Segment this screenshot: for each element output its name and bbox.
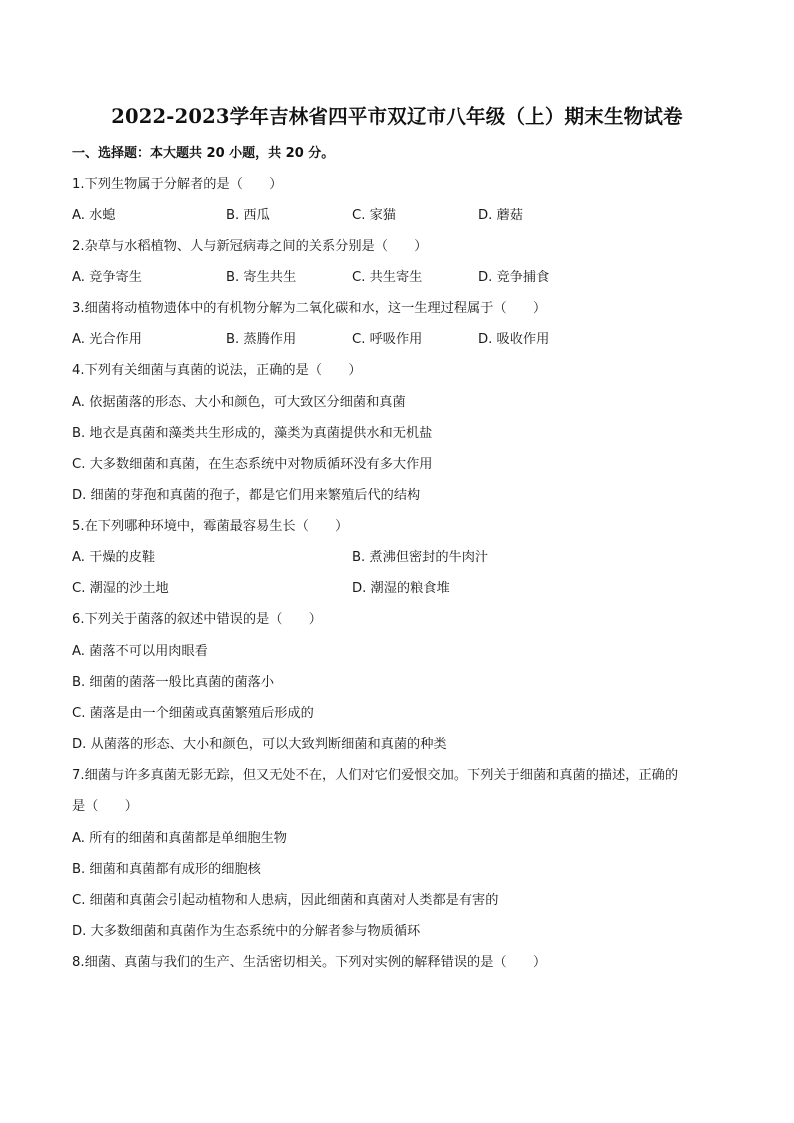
option-a: A. 干燥的皮鞋 <box>72 550 156 565</box>
question-6-option-c: C. 菌落是由一个细菌或真菌繁殖后形成的 <box>72 706 314 721</box>
question-1-stem: 1.下列生物属于分解者的是（ ） <box>72 177 283 192</box>
question-1-options <box>72 206 732 226</box>
question-4-stem: 4.下列有关细菌与真菌的说法，正确的是（ ） <box>72 363 362 378</box>
question-3-stem: 3.细菌将动植物遗体中的有机物分解为二氧化碳和水，这一生理过程属于（ ） <box>72 301 547 316</box>
question-2-stem: 2.杂草与水稻植物、人与新冠病毒之间的关系分别是（ ） <box>72 239 428 254</box>
question-5-options-row-1 <box>72 548 732 568</box>
question-2-options <box>72 268 732 288</box>
question-6-option-b: B. 细菌的菌落一般比真菌的菌落小 <box>72 675 275 690</box>
question-5-options-row-2 <box>72 579 732 599</box>
option-d: D. 竞争捕食 <box>478 270 550 285</box>
question-7-option-b: B. 细菌和真菌都有成形的细胞核 <box>72 862 261 877</box>
option-c: C. 家猫 <box>352 208 396 223</box>
question-6-option-d: D. 从菌落的形态、大小和颜色，可以大致判断细菌和真菌的种类 <box>72 737 447 752</box>
question-4-option-a: A. 依据菌落的形态、大小和颜色，可大致区分细菌和真菌 <box>72 395 406 410</box>
section-heading: 一、选择题：本大题共 20 小题，共 20 分。 <box>72 146 335 161</box>
option-d: D. 潮湿的粮食堆 <box>352 581 450 596</box>
option-a: A. 水螅 <box>72 208 116 223</box>
question-8-stem: 8.细菌、真菌与我们的生产、生活密切相关。下列对实例的解释错误的是（ ） <box>72 955 547 970</box>
option-d: D. 吸收作用 <box>478 332 550 347</box>
question-3-options <box>72 330 732 350</box>
question-4-option-b: B. 地衣是真菌和藻类共生形成的，藻类为真菌提供水和无机盐 <box>72 426 433 441</box>
option-b: B. 煮沸但密封的牛肉汁 <box>352 550 489 565</box>
option-b: B. 西瓜 <box>226 208 270 223</box>
question-7-stem-line-1: 7.细菌与许多真菌无影无踪，但又无处不在，人们对它们爱恨交加。下列关于细菌和真菌的描述，正确的 <box>72 768 679 783</box>
question-4-option-c: C. 大多数细菌和真菌，在生态系统中对物质循环没有多大作用 <box>72 457 433 472</box>
question-7-option-d: D. 大多数细菌和真菌作为生态系统中的分解者参与物质循环 <box>72 924 421 939</box>
question-7-option-a: A. 所有的细菌和真菌都是单细胞生物 <box>72 831 287 846</box>
option-a: A. 光合作用 <box>72 332 142 347</box>
question-7-stem-line-2: 是（ ） <box>72 799 138 814</box>
question-6-option-a: A. 菌落不可以用肉眼看 <box>72 644 208 659</box>
question-5-stem: 5.在下列哪种环境中，霉菌最容易生长（ ） <box>72 519 349 534</box>
option-d: D. 蘑菇 <box>478 208 523 223</box>
question-6-stem: 6.下列关于菌落的叙述中错误的是（ ） <box>72 612 322 627</box>
option-a: A. 竞争寄生 <box>72 270 142 285</box>
question-7-option-c: C. 细菌和真菌会引起动植物和人患病，因此细菌和真菌对人类都是有害的 <box>72 893 499 908</box>
question-4-option-d: D. 细菌的芽孢和真菌的孢子，都是它们用来繁殖后代的结构 <box>72 488 421 503</box>
option-c: C. 呼吸作用 <box>352 332 423 347</box>
option-c: C. 潮湿的沙土地 <box>72 581 169 596</box>
exam-title: 2022-2023学年吉林省四平市双辽市八年级（上）期末生物试卷 <box>111 105 683 128</box>
option-b: B. 寄生共生 <box>226 270 297 285</box>
option-c: C. 共生寄生 <box>352 270 423 285</box>
option-b: B. 蒸腾作用 <box>226 332 297 347</box>
